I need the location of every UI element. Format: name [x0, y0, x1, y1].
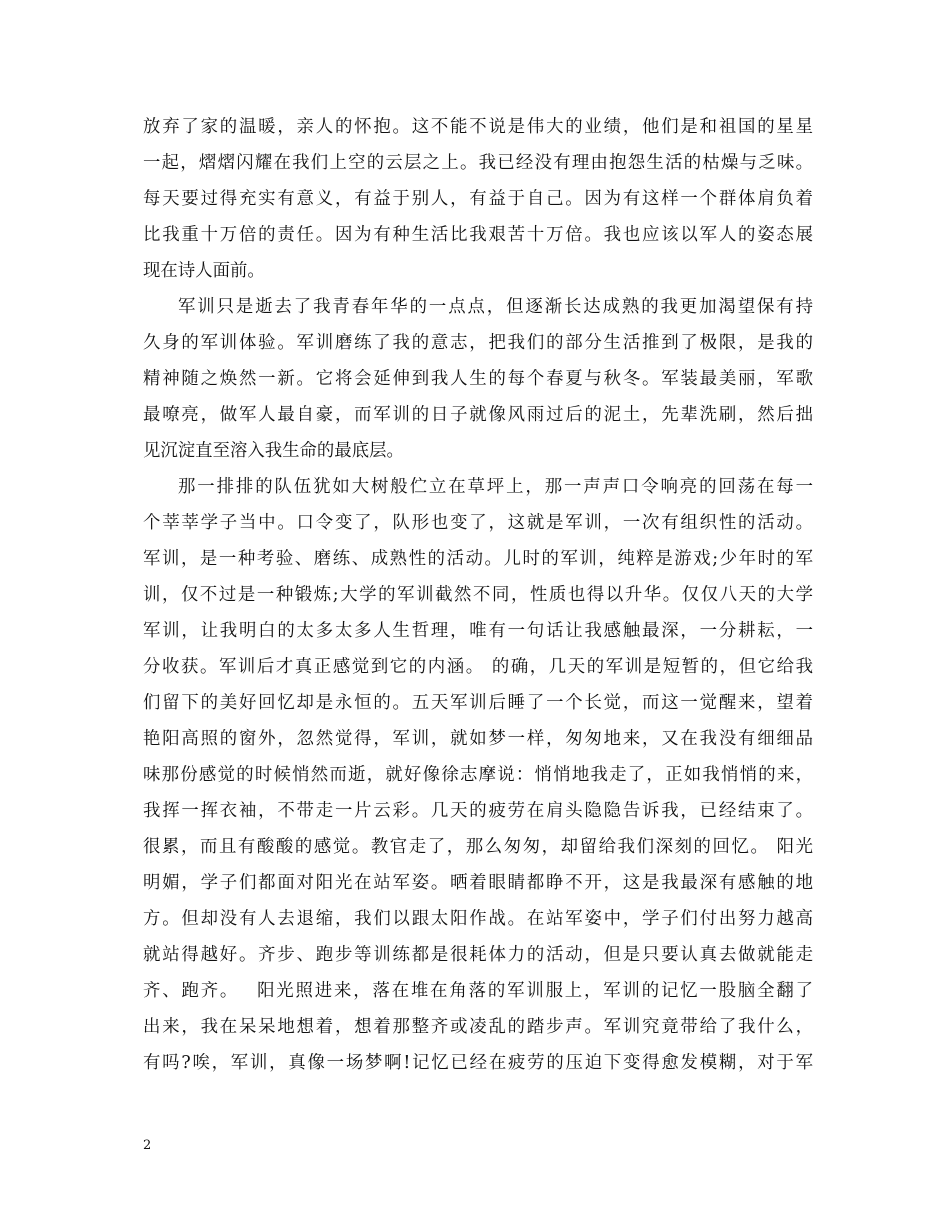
text-line: 味那份感觉的时候悄然而逝，就好像徐志摩说：悄悄地我走了，正如我悄悄的来，	[143, 765, 813, 785]
text-line: 明媚，学子们都面对阳光在站军姿。晒着眼睛都睁不开，这是我最深有感触的地	[143, 873, 813, 893]
paragraph-3	[143, 469, 813, 1081]
text-line: 放弃了家的温暖，亲人的怀抱。这不能不说是伟大的业绩，他们是和祖国的星星	[143, 117, 813, 137]
text-line: 一起，熠熠闪耀在我们上空的云层之上。我已经没有理由抱怨生活的枯燥与乏味。	[143, 153, 813, 173]
text-line: 现在诗人面前。	[143, 261, 265, 281]
text-line: 军训只是逝去了我青春年华的一点点，但逐渐长达成熟的我更加渴望保有持	[178, 297, 813, 317]
paragraph-2	[143, 289, 813, 469]
text-line: 那一排排的队伍犹如大树般伫立在草坪上，那一声声口令响亮的回荡在每一	[178, 477, 813, 497]
text-line: 军训，是一种考验、磨练、成熟性的活动。儿时的军训，纯粹是游戏;少年时的军	[143, 549, 813, 569]
text-line: 训，仅不过是一种锻炼;大学的军训截然不同，性质也得以升华。仅仅八天的大学	[143, 585, 813, 605]
page-number: 2	[143, 1138, 152, 1153]
text-line: 见沉淀直至溶入我生命的最底层。	[143, 441, 404, 461]
text-line: 个莘莘学子当中。口令变了，队形也变了，这就是军训，一次有组织性的活动。	[143, 513, 813, 533]
text-line: 们留下的美好回忆却是永恒的。五天军训后睡了一个长觉，而这一觉醒来，望着	[143, 693, 813, 713]
text-line: 最嘹亮，做军人最自豪，而军训的日子就像风雨过后的泥土，先辈洗刷，然后拙	[143, 405, 813, 425]
text-line: 很累，而且有酸酸的感觉。教官走了，那么匆匆，却留给我们深刻的回忆。 阳光	[143, 837, 813, 857]
body-text	[143, 109, 813, 1081]
text-line: 精神随之焕然一新。它将会延伸到我人生的每个春夏与秋冬。军装最美丽，军歌	[143, 369, 813, 389]
paragraph-1	[143, 109, 813, 289]
text-line: 军训，让我明白的太多太多人生哲理，唯有一句话让我感触最深，一分耕耘，一	[143, 621, 813, 641]
text-line: 每天要过得充实有意义，有益于别人，有益于自己。因为有这样一个群体肩负着	[143, 189, 813, 209]
text-line: 出来，我在呆呆地想着，想着那整齐或凌乱的踏步声。军训究竟带给了我什么，	[143, 1017, 813, 1037]
text-line: 齐、跑齐。 阳光照进来，落在堆在角落的军训服上，军训的记忆一股脑全翻了	[143, 981, 813, 1001]
text-line: 久身的军训体验。军训磨练了我的意志，把我们的部分生活推到了极限，是我的	[143, 333, 813, 353]
text-line: 就站得越好。齐步、跑步等训练都是很耗体力的活动，但是只要认真去做就能走	[143, 945, 813, 965]
text-line: 分收获。军训后才真正感觉到它的内涵。 的确，几天的军训是短暂的，但它给我	[143, 657, 813, 677]
text-line: 艳阳高照的窗外，忽然觉得，军训，就如梦一样，匆匆地来，又在我没有细细品	[143, 729, 813, 749]
text-line: 我挥一挥衣袖，不带走一片云彩。几天的疲劳在肩头隐隐告诉我，已经结束了。	[143, 801, 813, 821]
text-line: 方。但却没有人去退缩，我们以跟太阳作战。在站军姿中，学子们付出努力越高	[143, 909, 813, 929]
text-line: 有吗?唉，军训，真像一场梦啊!记忆已经在疲劳的压迫下变得愈发模糊，对于军	[143, 1053, 813, 1073]
text-line: 比我重十万倍的责任。因为有种生活比我艰苦十万倍。我也应该以军人的姿态展	[143, 225, 813, 245]
